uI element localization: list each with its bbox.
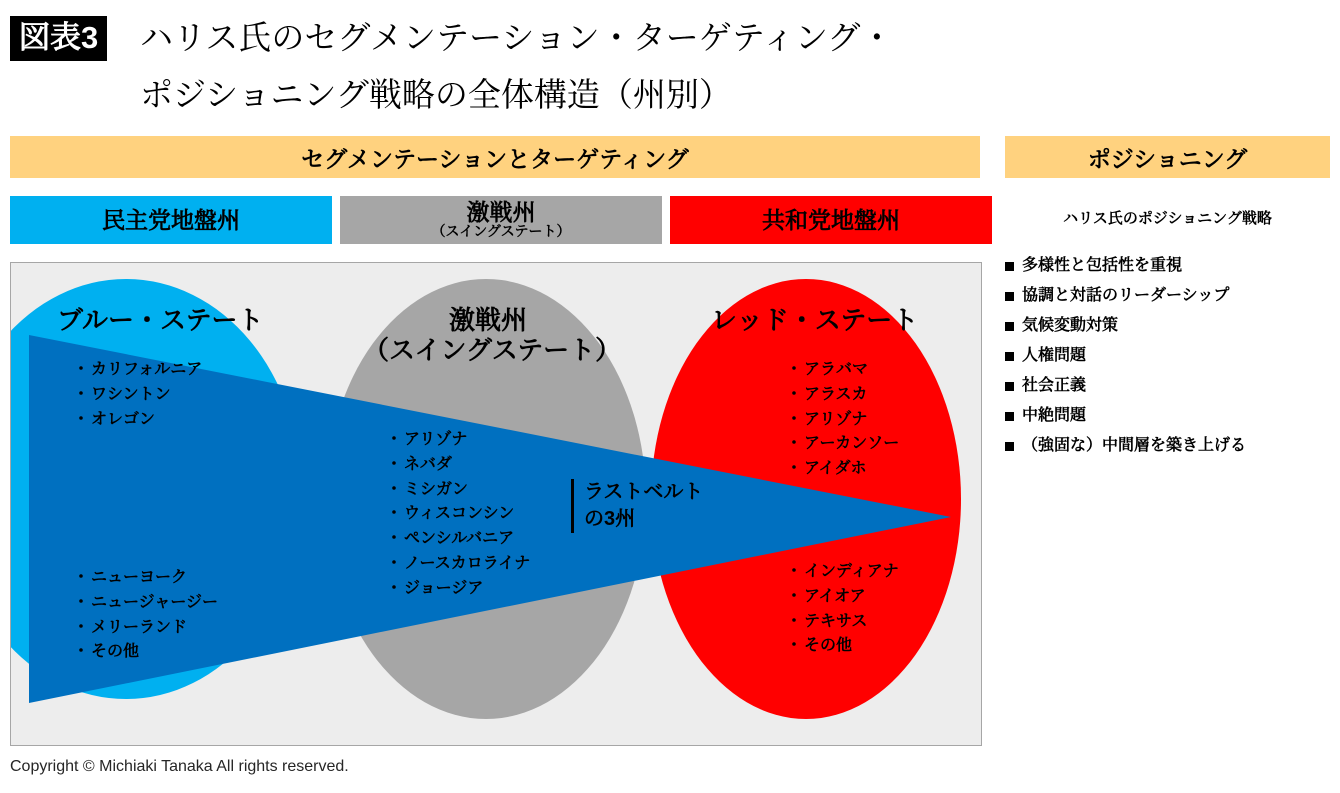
state-name: ペンシルバニア [404, 530, 515, 548]
bullet-icon: ・ [386, 455, 403, 473]
positioning-subtitle: ハリス氏のポジショニング戦略 [1063, 210, 1272, 227]
state-name: ミシガン [404, 480, 469, 498]
region-title-swing [363, 305, 622, 366]
list-item [786, 560, 899, 585]
bullet-icon: ・ [386, 431, 403, 448]
copyright-footer: Copyright © Michiaki Tanaka All rights reserved. [10, 758, 349, 775]
bullet-icon: ・ [786, 612, 803, 630]
list-item [73, 358, 202, 383]
category-label-democrat: 民主党地盤州 [102, 206, 240, 233]
state-list-red-bottom [786, 560, 899, 659]
list-item [73, 591, 218, 616]
bullet-icon: ・ [73, 618, 90, 636]
bullet-icon: ・ [73, 361, 90, 378]
state-name: ノースカロライナ [404, 554, 531, 572]
list-item [386, 502, 530, 527]
positioning-strategy-list [1005, 258, 1335, 468]
state-name: アラスカ [804, 385, 868, 403]
region-title-swing-line2: （スイングステート） [363, 334, 622, 365]
state-name: その他 [91, 643, 140, 661]
square-bullet-icon [1005, 442, 1014, 451]
title-block [0, 6, 1340, 124]
list-item [1005, 288, 1335, 304]
state-name: ニュージャージー [91, 593, 219, 611]
state-name: アーカンソー [804, 435, 900, 453]
category-bar-republican [670, 196, 992, 244]
square-bullet-icon [1005, 412, 1014, 421]
state-name: アイオア [804, 587, 866, 605]
list-item [786, 408, 899, 433]
bullet-icon: ・ [786, 460, 803, 478]
list-item [1005, 378, 1335, 394]
region-title-swing-line1: 激戦州 [448, 305, 527, 335]
square-bullet-icon [1005, 262, 1014, 271]
state-name: アリゾナ [404, 431, 468, 448]
list-item [786, 432, 899, 457]
list-item [786, 610, 899, 635]
positioning-header-label: ポジショニング [1087, 145, 1248, 172]
state-name: インディアナ [804, 563, 899, 580]
list-item [786, 383, 899, 408]
bullet-icon: ・ [786, 587, 803, 605]
region-title-red: レッド・ステート [711, 305, 919, 335]
category-label-republican: 共和党地盤州 [762, 206, 900, 233]
positioning-item-label: 社会正義 [1022, 377, 1087, 394]
state-name: テキサス [804, 612, 868, 630]
list-item [386, 478, 530, 503]
bullet-icon: ・ [73, 410, 90, 428]
positioning-item-label: 気候変動対策 [1022, 317, 1119, 334]
positioning-item-label: 人権問題 [1022, 347, 1087, 364]
bullet-icon: ・ [786, 385, 803, 403]
rustbelt-annotation-line2: の3州 [584, 508, 636, 530]
bullet-icon: ・ [386, 554, 403, 572]
bullet-icon: ・ [73, 593, 90, 611]
positioning-item-label: 多様性と包括性を重視 [1022, 257, 1183, 274]
bullet-icon: ・ [386, 505, 403, 523]
category-label-swing: 激戦州 [466, 199, 536, 226]
state-list-blue-top [73, 358, 202, 432]
bullet-icon: ・ [386, 530, 403, 548]
state-name: ウィスコンシン [404, 505, 515, 523]
list-item [1005, 258, 1335, 274]
state-name: オレゴン [91, 410, 156, 428]
list-item [386, 577, 530, 602]
segmentation-header-label: セグメンテーションとターゲティング [301, 145, 689, 172]
bullet-icon: ・ [386, 480, 403, 498]
category-bar-swing [340, 196, 662, 244]
bullet-icon: ・ [786, 563, 803, 580]
list-item [786, 585, 899, 610]
page-title-line1: ハリス氏のセグメンテーション・ターゲティング・ [140, 19, 894, 56]
list-item [386, 428, 530, 453]
state-name: ワシントン [91, 385, 171, 403]
positioning-header-bar [1005, 136, 1330, 178]
list-item [1005, 348, 1335, 364]
bullet-icon: ・ [73, 385, 90, 403]
square-bullet-icon [1005, 352, 1014, 361]
state-name: ニューヨーク [91, 569, 188, 586]
segmentation-header-bar [10, 136, 980, 178]
rustbelt-annotation-line1: ラストベルト [584, 481, 704, 503]
state-list-blue-bottom [73, 566, 218, 665]
list-item [786, 457, 899, 482]
bullet-icon: ・ [73, 569, 90, 586]
region-title-blue: ブルー・ステート [57, 305, 264, 335]
bullet-icon: ・ [73, 643, 90, 661]
square-bullet-icon [1005, 382, 1014, 391]
state-name: カリフォルニア [91, 361, 203, 378]
state-name: ジョージア [404, 579, 484, 597]
state-name: その他 [804, 637, 853, 655]
bullet-icon: ・ [786, 435, 803, 453]
list-item [386, 552, 530, 577]
list-item [1005, 408, 1335, 424]
state-name: アラバマ [804, 361, 869, 378]
list-item [786, 634, 899, 659]
rustbelt-annotation [571, 479, 703, 533]
list-item [786, 358, 899, 383]
list-item [73, 566, 218, 591]
list-item [73, 640, 218, 665]
bullet-icon: ・ [786, 361, 803, 378]
positioning-item-label: （強固な）中間層を築き上げる [1022, 437, 1247, 454]
state-name: アリゾナ [804, 410, 868, 428]
list-item [73, 383, 202, 408]
list-item [1005, 318, 1335, 334]
list-item [1005, 438, 1335, 454]
diagram-canvas [10, 262, 982, 746]
category-sublabel-swing: （スイングステート） [431, 223, 571, 240]
category-bar-democrat [10, 196, 332, 244]
positioning-item-label: 協調と対話のリーダーシップ [1022, 287, 1230, 304]
state-list-swing [386, 428, 530, 602]
square-bullet-icon [1005, 292, 1014, 301]
list-item [386, 453, 530, 478]
page-title-line2: ポジショニング戦略の全体構造（州別） [140, 76, 732, 113]
bullet-icon: ・ [786, 637, 803, 655]
positioning-item-label: 中絶問題 [1022, 407, 1087, 424]
state-list-red-top [786, 358, 899, 482]
state-name: アイダホ [804, 460, 867, 478]
list-item [73, 408, 202, 433]
square-bullet-icon [1005, 322, 1014, 331]
list-item [73, 616, 218, 641]
state-name: ネバダ [404, 455, 452, 473]
figure-number-badge: 図表3 [10, 16, 107, 61]
state-name: メリーランド [91, 618, 188, 636]
list-item [386, 527, 530, 552]
bullet-icon: ・ [386, 579, 403, 597]
bullet-icon: ・ [786, 410, 803, 428]
